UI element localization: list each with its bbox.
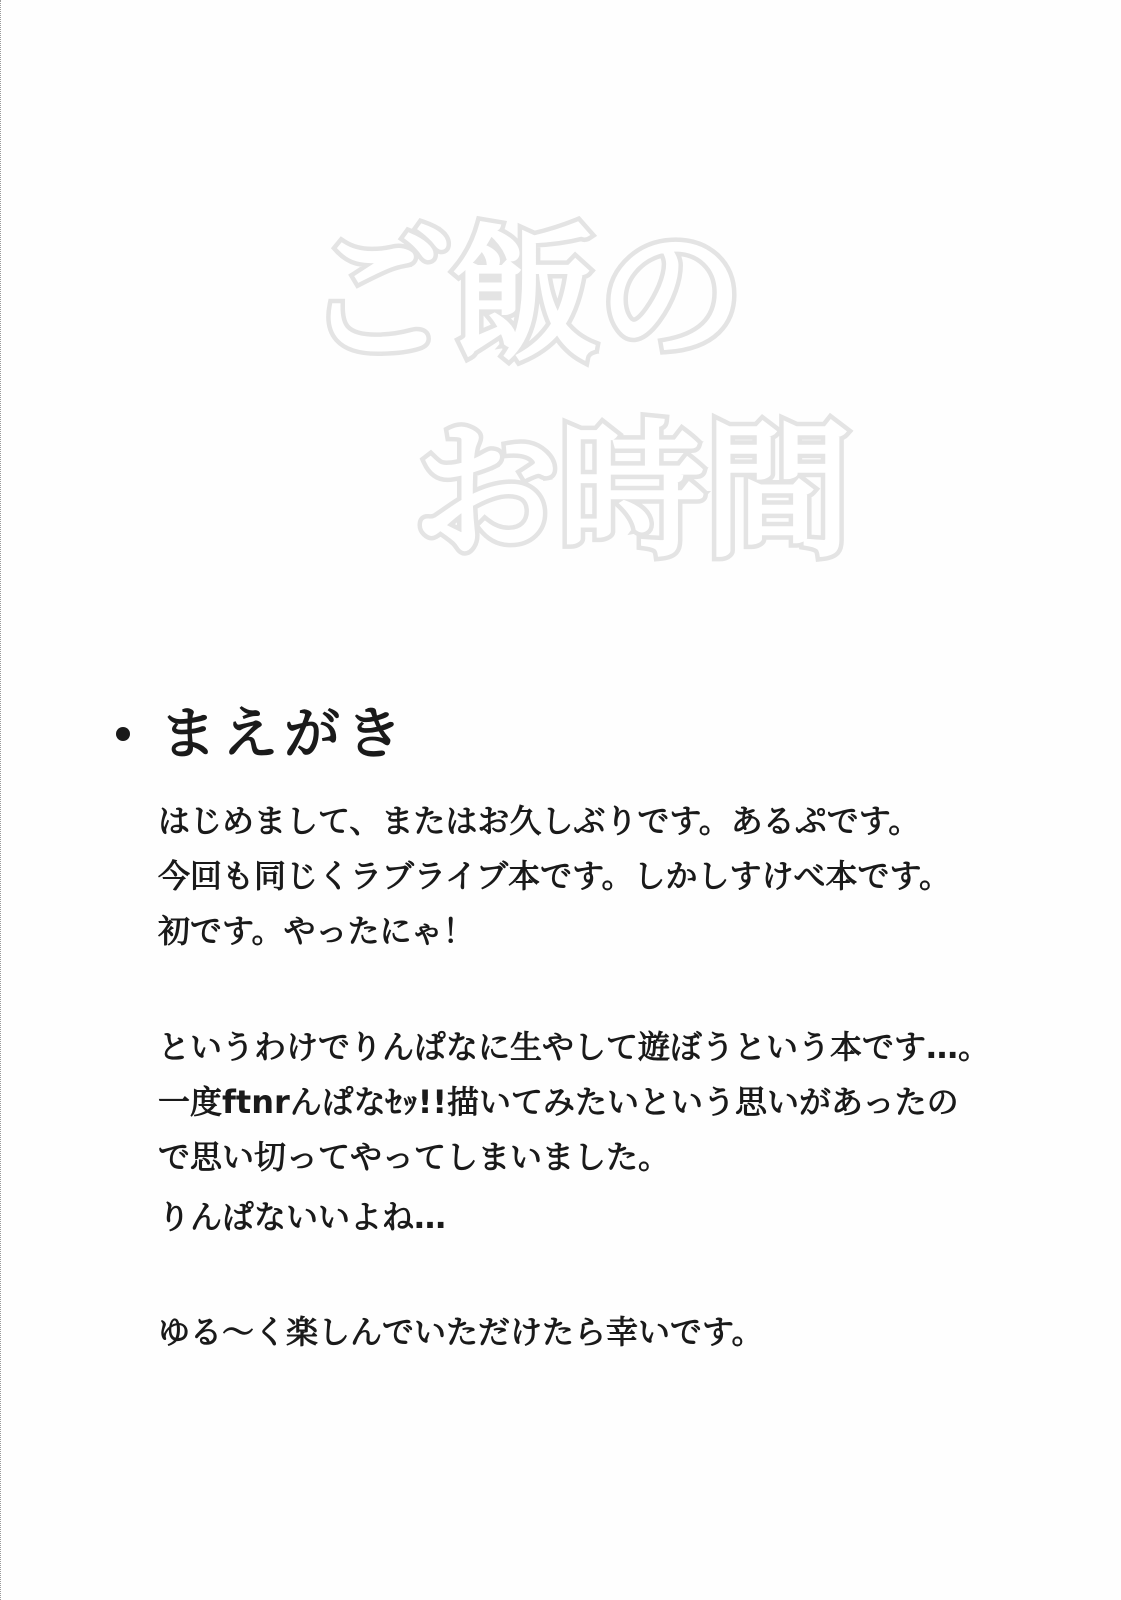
paragraph-line: りんぱないいよね… bbox=[158, 1198, 447, 1236]
paragraph-line: で思い切ってやってしまいました。 bbox=[158, 1138, 671, 1176]
paragraph-line: というわけでりんぱなに生やして遊ぼうという本です…。 bbox=[158, 1028, 991, 1066]
section-heading bbox=[116, 692, 408, 768]
title-line-1: ご飯の bbox=[305, 210, 743, 382]
paragraph-4 bbox=[158, 1305, 763, 1360]
paragraph-line: はじめまして、またはお久しぶりです。あるぷです。 bbox=[158, 802, 921, 840]
page-edge bbox=[0, 0, 4, 1600]
paragraph-line: 一度ftnrんぱなｾｯ!!描いてみたいという思いがあったの bbox=[158, 1083, 959, 1121]
paragraph-1 bbox=[158, 794, 951, 959]
paragraph-3 bbox=[158, 1190, 446, 1245]
paragraph-line: ゆる～く楽しんでいただけたら幸いです。 bbox=[158, 1313, 764, 1351]
title-line-2: お時間 bbox=[412, 406, 850, 578]
bullet-icon bbox=[116, 727, 130, 741]
paragraph-line: 今回も同じくラブライブ本です。しかしすけべ本です。 bbox=[158, 857, 951, 895]
section-heading-text: まえがき bbox=[160, 702, 408, 767]
paragraph-line: 初です。やったにゃ！ bbox=[158, 912, 475, 950]
paragraph-2 bbox=[158, 1020, 990, 1185]
